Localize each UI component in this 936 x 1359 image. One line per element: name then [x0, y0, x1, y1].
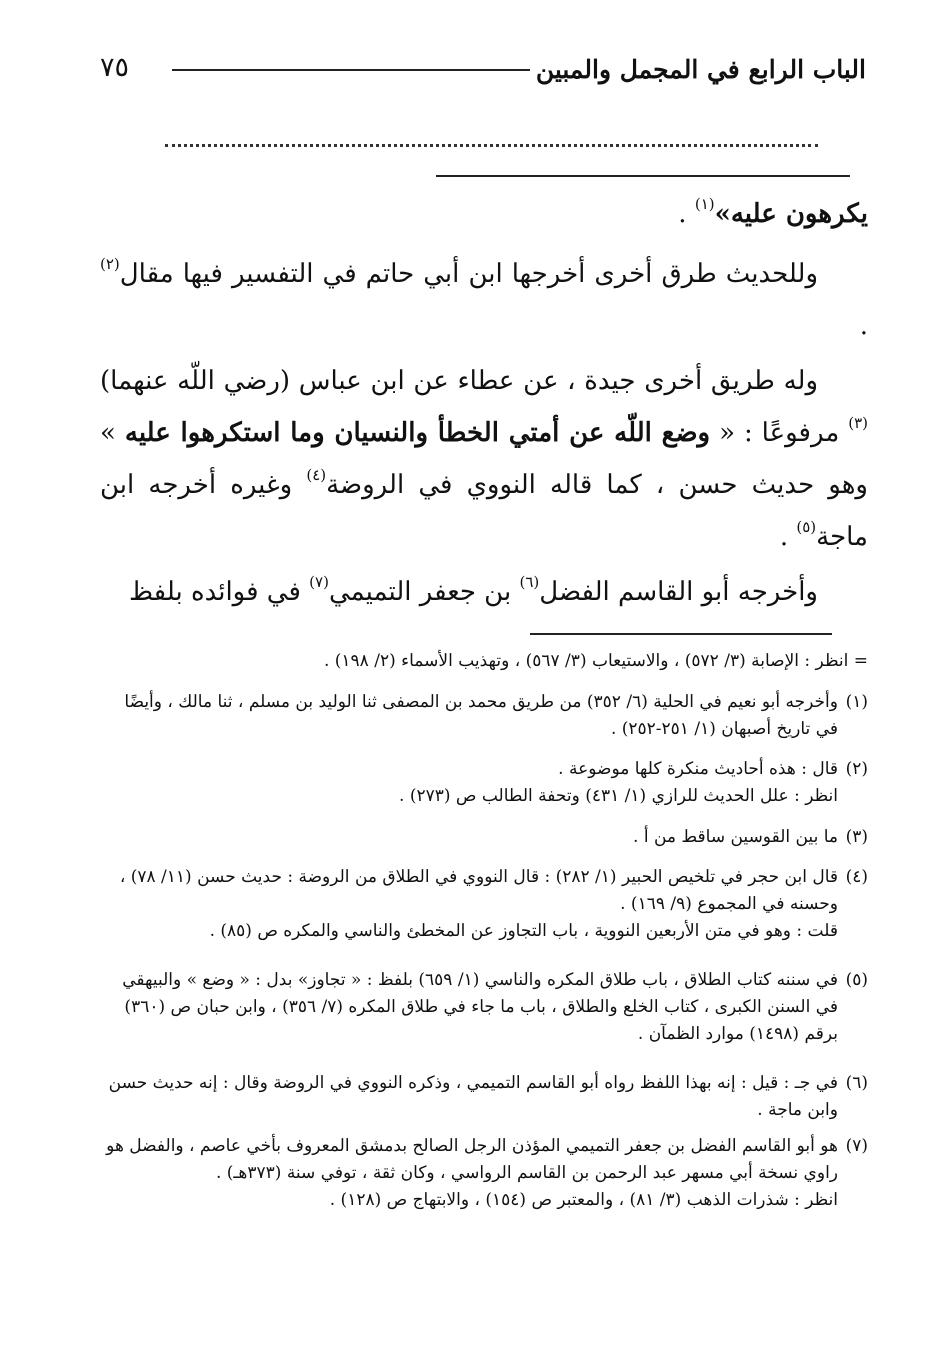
footnote-number: (٢) — [845, 759, 868, 779]
footnote-text: قلت : وهو في متن الأربعين النووية ، باب التجاوز عن المخطئ والناسي والمكره ص (٨٥) . — [209, 921, 838, 941]
footnote-ref-2[interactable]: (٢) — [100, 255, 120, 273]
footnote-text: في جـ : قيل : إنه بهذا اللفظ رواه أبو القاسم التميمي ، وذكره النووي في الروضة وقال : إنه حديث حسن وابن ماجة . — [108, 1073, 838, 1120]
paragraph-text: بن جعفر التميمي — [328, 577, 520, 607]
footnote-ref-5[interactable]: (٥) — [796, 518, 817, 536]
footnote-ref-3[interactable]: (٣) — [848, 414, 869, 432]
footnote-ref-7[interactable]: (٧) — [309, 573, 329, 591]
paragraph-text: وللحديث طرق أخرى أخرجها ابن أبي حاتم في التفسير فيها مقال — [119, 259, 818, 289]
paragraph-text: وأخرجه أبو القاسم الفضل — [539, 577, 818, 607]
footnote-5 — [98, 967, 868, 1048]
period: . — [859, 311, 868, 341]
footnote-number: (٧) — [845, 1136, 868, 1156]
paragraph-text: مرفوعًا : « — [710, 418, 849, 448]
footnote-text: وأخرجه أبو نعيم في الحلية (٦/ ٣٥٢) من طريق محمد بن المصفى ثنا الوليد بن مسلم ، ثنا مالك ، وأيضًا في تاريخ أصبهان (١/ ٢٥١-٢٥٢) . — [124, 692, 838, 739]
body-paragraph-2 — [100, 248, 868, 352]
period: . — [678, 199, 695, 229]
footnote-number: (١) — [845, 692, 868, 712]
paragraph-text: وله طريق أخرى جيدة ، عن عطاء عن ابن عباس (رضي اللّه عنهما) — [100, 366, 818, 396]
hadith-quote: وضع اللّه عن أمتي الخطأ والنسيان وما استكرهوا عليه — [124, 418, 711, 448]
footnote-number: (٦) — [845, 1073, 868, 1093]
footnote-text: = انظر : الإصابة (٣/ ٥٧٢) ، والاستيعاب (٣/ ٥٦٧) ، وتهذيب الأسماء (٢/ ١٩٨) . — [323, 651, 868, 671]
body-line-1 — [100, 188, 868, 240]
footnote-continuation — [98, 648, 868, 675]
footnote-text: ما بين القوسين ساقط من أ . — [633, 827, 838, 847]
footnote-6 — [98, 1070, 868, 1124]
paragraph-text: » وهو حديث حسن ، كما قاله النووي في الروضة — [100, 418, 868, 500]
footnote-ref-4[interactable]: (٤) — [306, 466, 327, 484]
footnote-number: (٤) — [845, 867, 868, 887]
section-rule — [436, 175, 850, 177]
dotted-separator — [165, 144, 818, 147]
footnote-4 — [98, 864, 868, 945]
quote-ending: يكرهون عليه» — [714, 199, 868, 229]
footnote-text: قال ابن حجر في تلخيص الحبير (١/ ٢٨٢) : قال النووي في الطلاق من الروضة : حديث حسن (١١/ ٧٨) ، وحسنه في المجموع (٩/ ١٦٩) . — [119, 867, 838, 914]
period: . — [779, 522, 797, 552]
footnote-ref-1[interactable]: (١) — [694, 195, 715, 213]
footnote-text: انظر : شذرات الذهب (٣/ ٨١) ، والمعتبر ص (١٥٤) ، والابتهاج ص (١٢٨) . — [329, 1190, 838, 1210]
header-rule — [172, 69, 530, 71]
footnote-number: (٣) — [845, 827, 868, 847]
body-paragraph-3 — [100, 355, 868, 563]
footnote-1 — [98, 689, 868, 743]
footnote-2 — [98, 756, 868, 810]
footnote-text: قال : هذه أحاديث منكرة كلها موضوعة . — [558, 759, 838, 779]
footnote-3 — [98, 824, 868, 851]
paragraph-text: في فوائده بلفظ — [129, 577, 310, 607]
body-paragraph-4 — [100, 566, 868, 618]
footnote-ref-6[interactable]: (٦) — [519, 573, 540, 591]
footnote-7 — [98, 1133, 868, 1214]
footnote-text: انظر : علل الحديث للرازي (١/ ٤٣١) وتحفة الطالب ص (٢٧٣) . — [399, 786, 838, 806]
footnote-number: (٥) — [845, 970, 868, 990]
footnote-text: في سننه كتاب الطلاق ، باب طلاق المكره والناسي (١/ ٦٥٩) بلفظ : « تجاوز» بدل : « وضع » والبيهقي في السنن الكبرى ، كتاب الخلع والطلاق ، باب ما جاء في طلاق المكره (٧/ ٣٥٦) ، وابن حبان ص (٣٦٠) برقم (١٤٩٨) موارد الظمآن . — [122, 970, 838, 1044]
running-title: الباب الرابع في المجمل والمبين — [535, 55, 866, 84]
footnote-text: هو أبو القاسم الفضل بن جعفر التميمي المؤذن الرجل الصالح بدمشق المعروف بأخي عاصم ، والفضل هو راوي نسخة أبي مسهر عبد الرحمن بن القاسم الرواسي ، وكان ثقة ، توفي سنة (٣٧٣هـ) . — [106, 1136, 838, 1183]
paragraph-text: وغيره أخرجه ابن ماجة — [100, 470, 868, 552]
footnote-separator — [530, 633, 832, 635]
page-number: ٧٥ — [100, 52, 130, 83]
